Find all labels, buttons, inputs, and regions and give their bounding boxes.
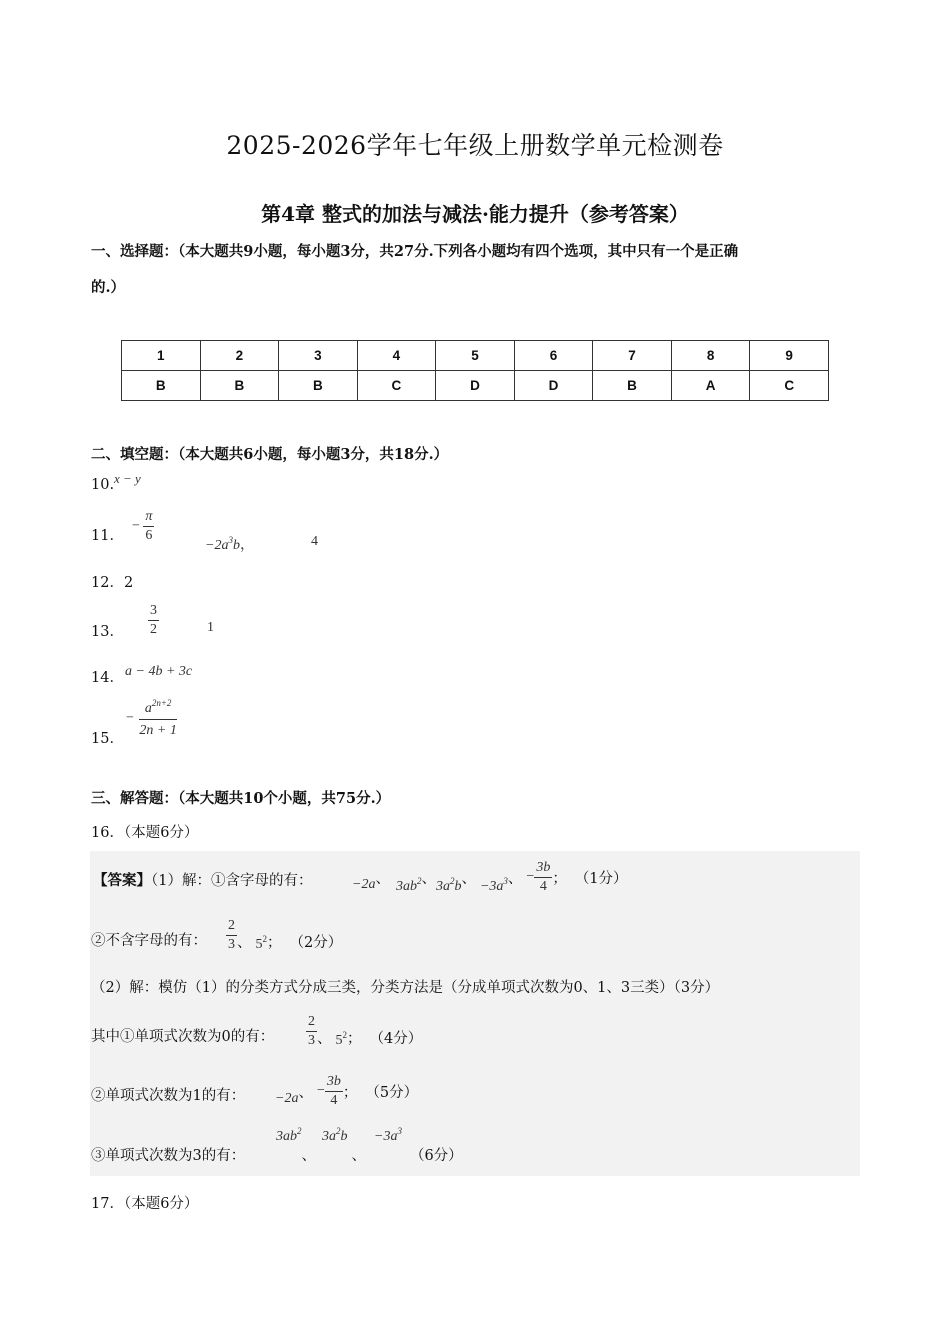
q16-term5-num: 3b (534, 861, 552, 878)
q16-semi: ； (552, 870, 567, 887)
q16-l4-fraction (306, 1015, 317, 1048)
q16-sep: 、 (298, 1084, 313, 1101)
q11-label: 11． (91, 528, 124, 544)
q16-l5-text: ②单项式次数为1的有： (91, 1088, 246, 1104)
section3-heading: 三、解答题：（本大题共10个小题，共75分.） (91, 790, 391, 807)
q15-fraction (137, 699, 178, 738)
q16-sep: 、 (421, 870, 436, 887)
table-cell-answer: D (514, 371, 593, 401)
q12-line: 12．2 (91, 575, 134, 591)
table-cell-answer: B (593, 371, 672, 401)
q16-l4-pow-base: 5 (335, 1032, 343, 1048)
table-cell-answer: D (436, 371, 515, 401)
q13-answer1 (148, 604, 159, 637)
q15-frac-den: 2n + 1 (139, 723, 177, 738)
table-cell-number: 8 (671, 341, 750, 371)
q16-l6-term1-exp: 2 (297, 1126, 302, 1136)
q16-term2-base: 3ab (395, 878, 417, 894)
q16-l4-text: 其中①单项式次数为0的有： (91, 1029, 275, 1045)
q16-l5-frac-num: 3b (325, 1075, 343, 1092)
q16-term2-exp: 2 (416, 875, 422, 886)
section1-heading-cont: 的.） (91, 279, 126, 296)
q16-l6-term2-b: b (340, 1129, 348, 1144)
q16-l6-term3-base: −3a (374, 1129, 398, 1144)
q16-term5-fraction (534, 861, 552, 894)
q13-frac-den: 2 (150, 622, 157, 637)
q16-l6-term3 (374, 1126, 402, 1145)
q16-l6-term2-exp: 2 (336, 1126, 341, 1136)
table-cell-answer: B (122, 371, 201, 401)
q16-l6-term1 (276, 1126, 302, 1145)
q16-l5-term1: −2a (275, 1091, 299, 1106)
q11-frac-num: π (143, 510, 154, 527)
q10-answer: x − y (114, 471, 141, 486)
q15-num-exp: 2n+2 (151, 698, 172, 708)
q15-num-base: a (144, 701, 152, 716)
q16-term3-exp: 2 (449, 875, 455, 886)
q16-l5-frac-den: 4 (330, 1092, 338, 1108)
page-title: 2025-2026学年七年级上册数学单元检测卷 (226, 131, 724, 160)
q11-answer1 (132, 510, 154, 543)
q16-l2-pow-base: 5 (255, 936, 263, 952)
q16-l2-text: ②不含字母的有： (91, 933, 207, 949)
q11-answer2 (205, 533, 254, 554)
q16-sep: 、 (237, 934, 252, 951)
q16-l2-power (256, 934, 268, 953)
q16-term3-b: b (454, 878, 462, 894)
q16-l2-terms (226, 912, 342, 958)
q16-sep: 、 (375, 870, 390, 887)
q16-sep: 、 (507, 870, 523, 887)
q16-l4-frac-num: 2 (306, 1015, 317, 1032)
table-cell-answer: C (750, 371, 829, 401)
q13-fraction (148, 604, 159, 637)
q13-answer2: 1 (207, 620, 214, 635)
q16-l6-terms (276, 1126, 463, 1172)
q16-l1-terms (352, 854, 628, 900)
table-cell-answer: A (671, 371, 750, 401)
q16-l1-text: （1）解：①含字母的有： (151, 873, 313, 889)
q16-term5-den: 4 (539, 878, 547, 894)
q15-label: 15． (91, 731, 124, 747)
q15-sign: − (126, 710, 134, 726)
q16-sep: 、 (317, 1030, 332, 1047)
q17-label: 17．（本题6分） (91, 1196, 199, 1212)
q16-l1 (93, 869, 312, 890)
q16-semi: ； (267, 934, 282, 951)
table-cell-number: 2 (200, 341, 279, 371)
q11-coef: −2a (205, 538, 229, 553)
q16-l2-score: （2分） (289, 934, 343, 951)
q11-sign: − (132, 518, 140, 534)
q16-l5-fraction (325, 1075, 343, 1108)
q16-l5-terms (275, 1068, 418, 1114)
q14-label: 14． (91, 670, 124, 686)
page-subtitle: 第4章 整式的加法与减法·能力提升（参考答案） (261, 202, 689, 226)
q16-l4-terms (306, 1008, 422, 1054)
table-cell-answer: B (200, 371, 279, 401)
q16-sep: 、 (301, 1148, 316, 1164)
q16-sep: 、 (461, 870, 476, 887)
q16-l6-term2-a: 3a (322, 1129, 336, 1144)
q11-exp: 3 (228, 535, 233, 545)
q16-l6-term2 (322, 1126, 348, 1145)
q13-frac-num: 3 (148, 604, 159, 621)
q16-l6-term1-base: 3ab (276, 1129, 297, 1144)
table-cell-number: 5 (436, 341, 515, 371)
q11-fraction (143, 510, 154, 543)
q16-l2-frac-den: 3 (228, 936, 235, 952)
q16-term3-a: 3a (435, 878, 450, 894)
q16-l2-frac-num: 2 (226, 919, 237, 936)
q16-l6-score: （6分） (409, 1148, 463, 1164)
table-cell-number: 4 (357, 341, 436, 371)
q16-term4-base: −3a (479, 878, 504, 894)
q16-l6-term3-exp: 3 (397, 1126, 402, 1136)
answer-table (121, 340, 829, 401)
q10-label: 10. (91, 477, 115, 493)
q15-answer (126, 699, 179, 738)
q16-semi: ； (347, 1030, 362, 1047)
q16-term2 (396, 876, 422, 895)
q16-term4-exp: 3 (503, 875, 508, 886)
q16-l5-score: （5分） (365, 1084, 419, 1101)
q15-frac-num (139, 699, 178, 720)
table-cell-number: 1 (122, 341, 201, 371)
q16-l2-fraction (226, 919, 237, 952)
q16-term1: −2a (352, 877, 376, 892)
section1-heading: 一、选择题：（本大题共9小题，每小题3分，共27分.下列各小题均有四个选项，其中只有一个是正确 (91, 243, 739, 260)
table-cell-answer: B (279, 371, 358, 401)
table-cell-answer: C (357, 371, 436, 401)
answer-table-number-row (122, 341, 829, 371)
q11-frac-den: 6 (145, 528, 153, 543)
q11-comma: ， (239, 537, 255, 553)
table-cell-number: 7 (593, 341, 672, 371)
q16-sep: 、 (351, 1148, 366, 1164)
q11-answer3: 4 (311, 534, 318, 549)
q16-term4 (480, 876, 508, 895)
q16-l2-pow-exp: 2 (262, 933, 267, 944)
q16-semi: ； (342, 1084, 358, 1101)
answer-tag: 【答案】 (93, 872, 151, 889)
table-cell-number: 3 (279, 341, 358, 371)
section2-heading: 二、填空题：（本大题共6小题，每小题3分，共18分.） (91, 446, 449, 463)
q16-l4-pow-exp: 2 (342, 1029, 347, 1040)
q16-label: 16．（本题6分） (91, 825, 199, 841)
q16-l4-power (336, 1030, 348, 1049)
q14-answer: a − 4b + 3c (125, 664, 193, 679)
q16-l4-score: （4分） (369, 1030, 423, 1047)
table-cell-number: 6 (514, 341, 593, 371)
q16-term5-sign: − (526, 869, 535, 884)
q16-l4-frac-den: 3 (308, 1032, 315, 1048)
q16-term3 (436, 876, 462, 895)
answer-table-answer-row (122, 371, 829, 401)
q13-label: 13． (91, 624, 124, 640)
q11-tail: b (232, 538, 240, 553)
q16-l1-score: （1分） (574, 870, 628, 887)
q16-l3-text: （2）解：模仿（1）的分类方式分成三类，分类方法是（分成单项式次数为0、1、3三类）（3分） (91, 980, 720, 996)
q16-l5-sign: − (316, 1083, 325, 1098)
table-cell-number: 9 (750, 341, 829, 371)
q16-l6-text: ③单项式次数为3的有： (91, 1148, 246, 1164)
